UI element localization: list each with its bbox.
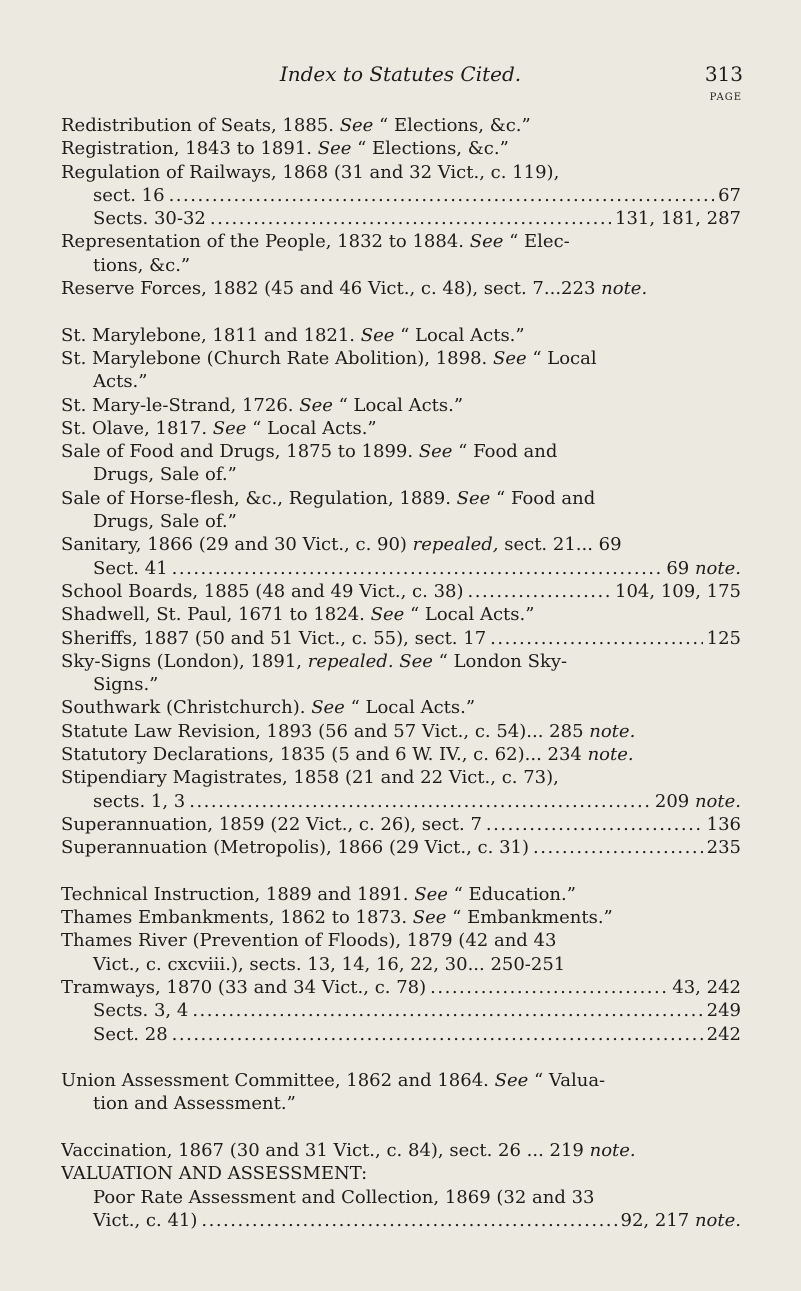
index-line	[61, 673, 741, 696]
entry-text: Shadwell, St. Paul, 1671 to 1824.	[61, 604, 371, 626]
index-line	[61, 720, 741, 743]
entry-text: St. Marylebone, 1811 and 1821.	[61, 324, 361, 346]
page-numbers: 249	[706, 1000, 741, 1022]
entry-text: Sanitary, 1866 (29 and 30 Vict., c. 90)	[61, 534, 413, 556]
entry-text-continued: “ Food and	[452, 441, 558, 463]
entry-text-continued: “ Local Acts.”	[332, 394, 464, 416]
index-line	[61, 1069, 741, 1092]
index-line	[61, 650, 741, 673]
entry-text: Regulation of Railways, 1868 (31 and 32 Vict., c. 119),	[61, 161, 560, 183]
entry-text: Poor Rate Assessment and Collection, 1869 (32 and 33	[93, 1186, 595, 1208]
entry-text: School Boards, 1885 (48 and 49 Vict., c. 38)	[61, 580, 464, 602]
entry-text: sects. 1, 3	[93, 790, 186, 812]
italic-cross-reference: See	[339, 115, 374, 136]
entry-text-continued: “ Education.”	[447, 883, 576, 905]
dot-leader	[201, 1209, 616, 1232]
index-line	[61, 976, 741, 999]
italic-cross-reference: See	[414, 883, 448, 905]
entry-text: tion and Assessment.”	[93, 1093, 296, 1115]
page-numbers: 43, 242	[672, 976, 741, 998]
index-line	[61, 1092, 741, 1115]
page-numbers: 235	[706, 837, 741, 859]
entry-text: St. Marylebone (Church Rate Abolition), 1898.	[61, 347, 493, 369]
note-marker: note.	[694, 1209, 741, 1231]
page-column-label: PAGE	[709, 92, 742, 103]
entry-text-continued: “ Local Acts.”	[394, 324, 525, 346]
index-line	[61, 207, 741, 230]
note-marker: note.	[694, 790, 741, 812]
index-line	[61, 510, 741, 533]
entry-text-continued: sect. 21... 69	[498, 534, 622, 556]
index-line	[61, 813, 741, 836]
italic-cross-reference: repealed. See	[307, 650, 433, 672]
entry-text: Redistribution of Seats, 1885.	[61, 115, 340, 136]
entry-text: Vaccination, 1867 (30 and 31 Vict., c. 84), sect. 26 ... 219	[61, 1140, 590, 1162]
page-reference	[615, 207, 741, 230]
entry-text: Registration, 1843 to 1891.	[61, 138, 318, 160]
entry-text: tions, &c.”	[93, 254, 191, 276]
index-line	[61, 627, 741, 650]
entry-text-continued: “ Food and	[490, 487, 596, 509]
entry-text: Sky-Signs (London), 1891,	[61, 650, 308, 672]
index-line	[61, 324, 741, 347]
index-line	[61, 277, 741, 300]
entry-text: Reserve Forces, 1882 (45 and 46 Vict., c. 48), sect. 7...223	[61, 278, 602, 300]
entry-text: Union Assessment Committee, 1862 and 1864.	[61, 1070, 495, 1092]
page-reference	[707, 627, 741, 650]
italic-cross-reference: See	[494, 1070, 529, 1092]
page-reference	[707, 836, 741, 859]
entry-text: Sect. 28	[93, 1023, 168, 1045]
entry-text: Sects. 3, 4	[93, 1000, 189, 1022]
index-line	[61, 1023, 741, 1046]
entry-text: sect. 16	[93, 184, 165, 206]
entry-text: Southwark (Christchurch).	[61, 697, 312, 719]
index-line	[61, 463, 741, 486]
entry-text: Sale of Food and Drugs, 1875 to 1899.	[61, 441, 419, 463]
index-line	[61, 230, 741, 253]
page-numbers: 69	[666, 557, 695, 579]
entry-text: St. Olave, 1817.	[61, 417, 213, 439]
italic-cross-reference: See	[311, 697, 345, 719]
entry-text-continued: “ Elections, &c.”	[351, 138, 509, 160]
entry-text: Drugs, Sale of.”	[93, 464, 237, 486]
italic-cross-reference: note.	[589, 720, 636, 742]
page-reference	[655, 790, 741, 813]
entry-text-continued: “ London Sky-	[432, 650, 568, 672]
page-numbers: 104, 109, 175	[615, 580, 741, 602]
entry-text-continued: “ Embankments.”	[446, 907, 613, 929]
entry-text: Sheriffs, 1887 (50 and 51 Vict., c. 55), sect. 17	[61, 627, 487, 649]
entry-text: Representation of the People, 1832 to 1884.	[61, 231, 470, 253]
entry-text: Superannuation, 1859 (22 Vict., c. 26), sect. 7	[61, 813, 482, 835]
dot-leader	[468, 580, 612, 603]
dot-leader	[533, 836, 703, 859]
index-line	[61, 999, 741, 1022]
index-line	[61, 184, 741, 207]
dot-leader	[490, 627, 702, 650]
index-line	[61, 1139, 741, 1162]
entry-text: Stipendiary Magistrates, 1858 (21 and 22 Vict., c. 73),	[61, 767, 559, 789]
index-line	[61, 580, 741, 603]
entry-text: Superannuation (Metropolis), 1866 (29 Vict., c. 31)	[61, 837, 529, 859]
entry-text: VALUATION AND ASSESSMENT:	[61, 1163, 368, 1185]
page-numbers: 67	[718, 184, 741, 206]
dot-leader	[210, 207, 611, 230]
dot-leader	[172, 1023, 703, 1046]
italic-cross-reference: note.	[601, 278, 648, 300]
index-line	[61, 1162, 741, 1185]
index-line	[61, 370, 741, 393]
italic-cross-reference: See	[492, 347, 527, 369]
entry-text: Vict., c. 41)	[93, 1209, 198, 1231]
entry-text: Sale of Horse-flesh, &c., Regulation, 1889.	[61, 487, 457, 509]
page-reference	[707, 1023, 741, 1046]
entry-text-continued: “ Local Acts.”	[344, 697, 476, 719]
entry-text: Thames River (Prevention of Floods), 1879 (42 and 43	[61, 930, 557, 952]
page-reference	[707, 813, 741, 836]
entry-text: Technical Instruction, 1889 and 1891.	[61, 883, 415, 905]
index-line	[61, 929, 741, 952]
entry-text: Statutory Declarations, 1835 (5 and 6 W. IV., c. 62)... 234	[61, 744, 588, 766]
section-gap	[61, 1046, 741, 1069]
index-line	[61, 394, 741, 417]
index-line	[61, 836, 741, 859]
italic-cross-reference: See	[469, 231, 504, 253]
dot-leader	[192, 999, 702, 1022]
index-line	[61, 137, 741, 160]
entry-text: Signs.”	[93, 674, 159, 696]
entry-text-continued: “ Local Acts.”	[404, 604, 535, 626]
index-line	[61, 417, 741, 440]
entry-text-continued: “ Elections, &c.”	[373, 115, 531, 136]
index-line	[61, 487, 741, 510]
italic-cross-reference: See	[412, 907, 447, 929]
index-line	[61, 114, 741, 137]
italic-cross-reference: repealed,	[412, 534, 499, 556]
entry-text: Tramways, 1870 (33 and 34 Vict., c. 78)	[61, 976, 427, 998]
index-entries	[61, 114, 741, 1232]
entry-text: Acts.”	[93, 371, 148, 393]
page-numbers: 242	[706, 1023, 741, 1045]
entry-text: Statute Law Revision, 1893 (56 and 57 Vict., c. 54)... 285	[61, 720, 590, 742]
page-reference	[707, 999, 741, 1022]
italic-cross-reference: See	[360, 324, 395, 346]
page-reference	[621, 1209, 741, 1232]
entry-text: St. Mary-le-Strand, 1726.	[61, 394, 300, 416]
entry-text-continued: “ Elec-	[503, 231, 570, 253]
page-reference	[672, 976, 741, 999]
italic-cross-reference: note.	[589, 1140, 636, 1162]
dot-leader	[172, 557, 663, 580]
section-gap	[61, 300, 741, 323]
section-gap	[61, 860, 741, 883]
page-numbers: 92, 217	[620, 1209, 695, 1231]
index-line	[61, 953, 741, 976]
index-line	[61, 161, 741, 184]
page-number: 313	[704, 62, 743, 86]
section-gap	[61, 1116, 741, 1139]
entry-text: Drugs, Sale of.”	[93, 511, 237, 533]
page-reference	[615, 580, 741, 603]
italic-cross-reference: note.	[587, 744, 634, 766]
entry-text-continued: “ Valua-	[528, 1070, 606, 1092]
dot-leader	[169, 184, 715, 207]
index-line	[61, 1209, 741, 1232]
page-reference	[718, 184, 741, 207]
entry-text: Sects. 30-32	[93, 208, 206, 230]
index-line	[61, 254, 741, 277]
index-line	[61, 347, 741, 370]
running-head-title: Index to Statutes Cited.	[279, 62, 522, 86]
page-numbers: 131, 181, 287	[615, 208, 741, 230]
index-line	[61, 440, 741, 463]
dot-leader	[486, 813, 703, 836]
page-numbers: 136	[706, 813, 741, 835]
dot-leader	[189, 790, 651, 813]
index-line	[61, 766, 741, 789]
index-line	[61, 883, 741, 906]
italic-cross-reference: See	[370, 604, 405, 626]
entry-text: Thames Embankments, 1862 to 1873.	[61, 907, 413, 929]
index-line	[61, 790, 741, 813]
page-reference	[666, 557, 741, 580]
index-line	[61, 603, 741, 626]
italic-cross-reference: See	[456, 487, 491, 509]
entry-text: Sect. 41	[93, 557, 168, 579]
entry-text-continued: “ Local	[526, 347, 597, 369]
index-line	[61, 1186, 741, 1209]
italic-cross-reference: See	[212, 417, 247, 439]
index-line	[61, 906, 741, 929]
italic-cross-reference: See	[299, 394, 333, 416]
page-numbers: 209	[654, 790, 695, 812]
index-line	[61, 743, 741, 766]
running-head	[60, 62, 741, 86]
dot-leader	[430, 976, 668, 999]
italic-cross-reference: See	[317, 138, 352, 160]
index-line	[61, 533, 741, 556]
note-marker: note.	[694, 557, 741, 579]
index-line	[61, 557, 741, 580]
italic-cross-reference: See	[418, 441, 453, 463]
page-numbers: 125	[706, 627, 741, 649]
index-line	[61, 696, 741, 719]
entry-text-continued: “ Local Acts.”	[246, 417, 377, 439]
entry-text: Vict., c. cxcviii.), sects. 13, 14, 16, 22, 30... 250-251	[93, 953, 566, 975]
